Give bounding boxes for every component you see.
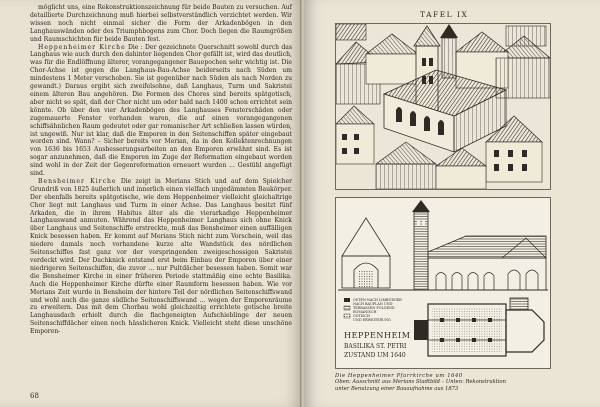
drawing-subtitle: BASILIKA ST. PETRI xyxy=(344,343,407,350)
body-text xyxy=(30,4,292,336)
paragraph-2-text: Die : Der gezeichnete Querschnitt sowohl durch das Langhaus wie auch durch den dahinter liegenden Chor gefällt ist, wird das deutlich, was für die Endlöffnung älterer, vorangegangener Bauepochen sehr wichtig ist. Die Chor-Achse ist gegen die Langhaus-Bau-Achse beiderseits nach Süden um mindestens 1 Meter verschoben. Sie ist gegenüber nach Süden als nach Norden zu gewandt.) Daraus ergibt sich zweifelsohne, daß Langhaus, Turm und Sakristei einem älteren Bau angehören. Die Formen des Chores sind bereits spätgotisch, aber nicht so spät, daß der Chor nicht um oder bald nach 1400 schon errichtet sein könnte. Ob über den vier Arkadenbögen des Langhauses Fensterschäden oder zugemauerte Fenster vorhanden waren, die auf einen vorangegangenen schiffsähnlichen Raum gedeutet oder gar romanischer Art schließen lassen würden, ist ungewiß. Nur ist klar, daß die Emporen in den Seitenschiffen später eingebaut worden sind. Wann? – Sicher bereits vor Merian, da in den Kollektenrechnungen von 1636 bis 1653 Ausbesserungsarbeiten an den Emporen erwähnt sind. Es ist sogar anzunehmen, daß die Emporen im Zuge der Reformation eingebaut worden sind wohl in der Zeit der Gegenreformation erneuert wurden ... Gestühl angefügt sind. xyxy=(30,43,293,178)
legend-line-4: ROMANISCH xyxy=(353,310,377,314)
reconstruction-drawing xyxy=(336,198,550,368)
caption-line-2: Oben: Ausschnitt aus Merians Stadtbild – Unten: Rekonstruktion xyxy=(335,379,506,386)
paragraph-3-text: Die zeigt in Merians Stich und auf dem Spielcher Grundriß von 1825 äußerlich und innerlich einen vielfach ungedämmten Baukörper. Der ebenfalls bereits spätgotische, wie dem Heppenheimer vielleicht gleichaltrige Chor liegt mit Langhaus und Turm in einer Achse. Das Langhaus besitzt fünf Arkaden, die in ihrem Habitus älter als die vierarkadige Heppenheimer Langhauswand anmuten. Während das Heppenheimer Langhaus sich ohne Knick über Langhaus und Seitenschiffe erstreckte, muß das Bensheimer einen auffälligen Knick besessen haben. Er kommt auf Merians Stich nicht zum Vorschein, weil das niedere damals noch vorhandene kurze alte Wandstück des nördlichen Seitenschiffes fast ganz vor der vorspringenden zweigeschossigen Sakristei verdeckt wird. Der Dachknick entstand erst beim Einbau der Emporen über einer niedrigeren Seitenschiffen, die zuvor ... nur Pultdächer besessen haben. Somit war die Bensheimer Kirche in einer früheren Periode stattmäßig eine echte Basilika. Auch die Heppenheimer Kirche dürfte einer Raumform besessen haben. Wie vor Merians Zeit wurde in Bensheim der hintere Teil der nördlichen Seitenschiffswand und wohl auch die ganze südliche Seitenschiffswand ... wegen der Emporenräume zu erweitern. Das mit dem Chorbau wohl gleichzeitig errichtete gotische breite Langhausdach erhielt durch die flachgeneigten Aufschieblinge der neuen Seitenschiffdächer einen noch hässlicheren Knick. Vielleicht steht diese unschöne Emporen- xyxy=(30,177,293,336)
spaced-term-heppenheim: Heppenheimer Kirche xyxy=(38,43,126,51)
town-engraving xyxy=(336,24,550,189)
drawing-date: ZUSTAND UM 1640 xyxy=(344,352,406,359)
reconstruction-figure xyxy=(335,197,551,369)
paragraph-2 xyxy=(30,44,292,178)
legend-line-5: GOTISCH xyxy=(353,314,370,318)
legend-line-1: OSTEN-NACH LIMBURGER xyxy=(353,298,402,302)
paragraph-3 xyxy=(30,178,292,336)
paragraph-1: möglicht uns, eine Rekonstruktionszeichnung für beide Bauten zu versuchen. Auf detaillierte Durchzeichnung muß hierbei selbstverständlich verzichtet werden. Wir wissen noch nicht einmal sicher die Form der Arkadenbögen in den Langhauswänden oder des Triumphbogens zum Chor. Doch liegen die Raumgrößen und Raumschichten für beide Bauten fest. xyxy=(30,4,292,43)
plate-label: TAFEL IX xyxy=(420,10,469,19)
page-number: 68 xyxy=(30,392,39,400)
legend-line-6: UND ERWEITERUNG xyxy=(353,318,391,322)
spaced-term-bensheim: Bensheimer Kirche xyxy=(38,177,117,185)
legend-line-2: NACH BAUPLAN UND xyxy=(353,302,393,306)
legend-line-3: TERRASSEN FOLGEND xyxy=(353,306,395,310)
caption-line-3: unter Benutzung einer Bauaufnahme aus 1873 xyxy=(335,385,459,392)
town-engraving-figure xyxy=(335,23,551,190)
figure-caption xyxy=(335,373,555,392)
drawing-title: HEPPENHEIM xyxy=(344,331,411,340)
caption-title: Die Heppenheimer Pfarrkirche um 1640 xyxy=(335,373,463,379)
